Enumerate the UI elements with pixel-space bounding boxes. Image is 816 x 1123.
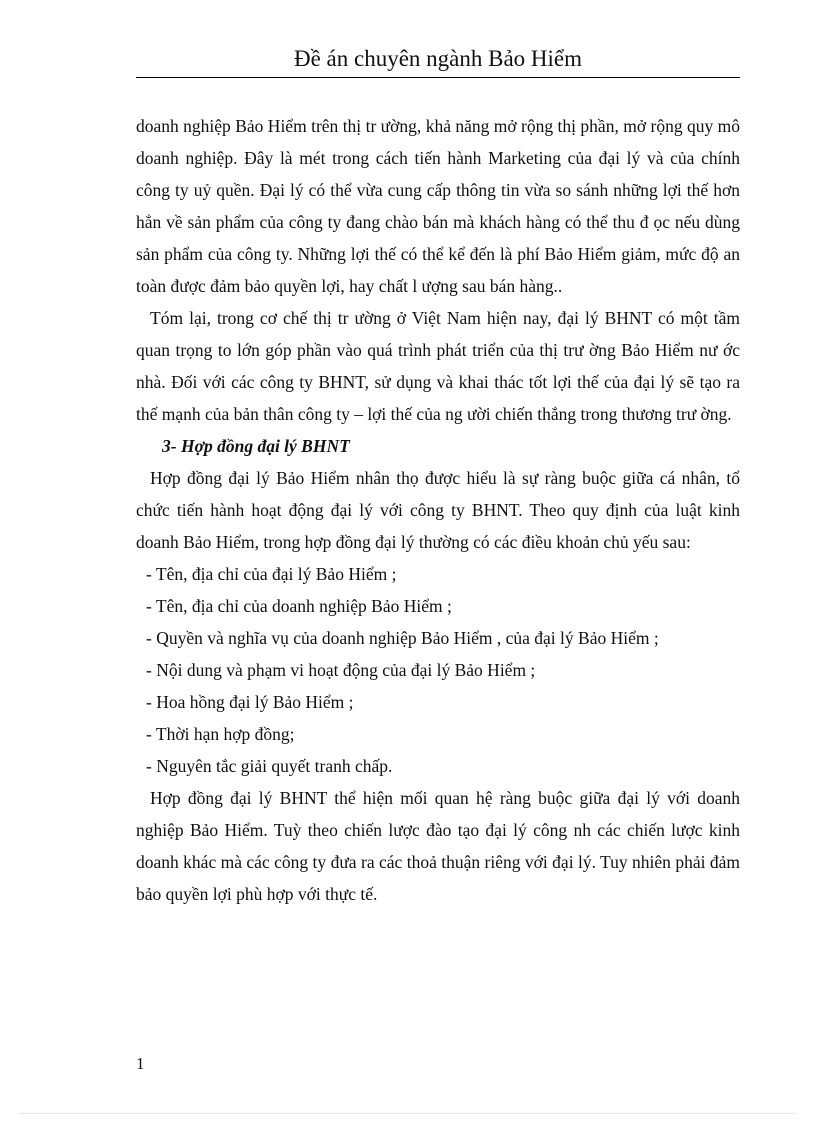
list-item: - Tên, địa chỉ của doanh nghiệp Bảo Hiểm ; (146, 596, 452, 616)
section-intro-paragraph: Hợp đồng đại lý Bảo Hiểm nhân thọ được hiểu là sự ràng buộc giữa cá nhân, tổ chức tiến hành hoạt động đại lý với công ty BHNT. Theo quy định của luật kinh doanh Bảo Hiểm, trong hợp đồng đại lý thường có các điều khoản chủ yếu sau: (136, 468, 740, 552)
list-item: - Quyền và nghĩa vụ của doanh nghiệp Bảo Hiểm , của đại lý Bảo Hiểm ; (146, 628, 659, 648)
list-item: - Tên, địa chỉ của đại lý Bảo Hiểm ; (146, 564, 397, 584)
footer-divider (20, 1113, 796, 1114)
section-heading: 3- Hợp đồng đại lý BHNT (162, 436, 350, 456)
list-item: - Thời hạn hợp đồng; (146, 724, 295, 744)
page-number: 1 (136, 1054, 145, 1073)
page-header-title: Đề án chuyên ngành Bảo Hiểm (293, 46, 583, 71)
closing-paragraph: Hợp đồng đại lý BHNT thể hiện mối quan hệ ràng buộc giữa đại lý với doanh nghiệp Bảo Hiểm. Tuỳ theo chiến lược đào tạo đại lý công nh các chiến lược kinh doanh khác mà các công ty đưa ra các thoả thuận riêng với đại lý. Tuy nhiên phải đảm bảo quyền lợi phù hợp với thực tế. (136, 788, 740, 904)
list-item: - Hoa hồng đại lý Bảo Hiểm ; (146, 692, 354, 712)
list-item: - Nguyên tắc giải quyết tranh chấp. (146, 756, 393, 776)
header-divider (136, 77, 740, 78)
paragraph-summary: Tóm lại, trong cơ chế thị tr ường ở Việt Nam hiện nay, đại lý BHNT có một tầm quan trọng to lớn góp phần vào quá trình phát triển của thị trư ờng Bảo Hiểm nư ớc nhà. Đối với các công ty BHNT, sử dụng và khai thác tốt lợi thế của đại lý sẽ tạo ra thế mạnh của bản thân công ty – lợi thế của ng ười chiến thắng trong thương trư ờng. (136, 308, 740, 424)
document-body (136, 110, 740, 910)
list-item: - Nội dung và phạm vi hoạt động của đại lý Bảo Hiểm ; (146, 660, 536, 680)
paragraph-marketing: doanh nghiệp Bảo Hiểm trên thị tr ường, khả năng mở rộng thị phần, mở rộng quy mô doanh nghiệp. Đây là mét trong cách tiến hành Marketing của đại lý và của chính công ty uỷ quền. Đại lý có thể vừa cung cấp thông tin vừa so sánh những lợi thế hơn hẳn về sản phẩm của công ty đang chào bán mà khách hàng có thể thu đ ọc nếu dùng sản phẩm của công ty. Những lợi thế có thể kể đến là phí Bảo Hiểm giảm, mức độ an toàn được đảm bảo quyền lợi, hay chất l ượng sau bán hàng.. (136, 116, 740, 296)
